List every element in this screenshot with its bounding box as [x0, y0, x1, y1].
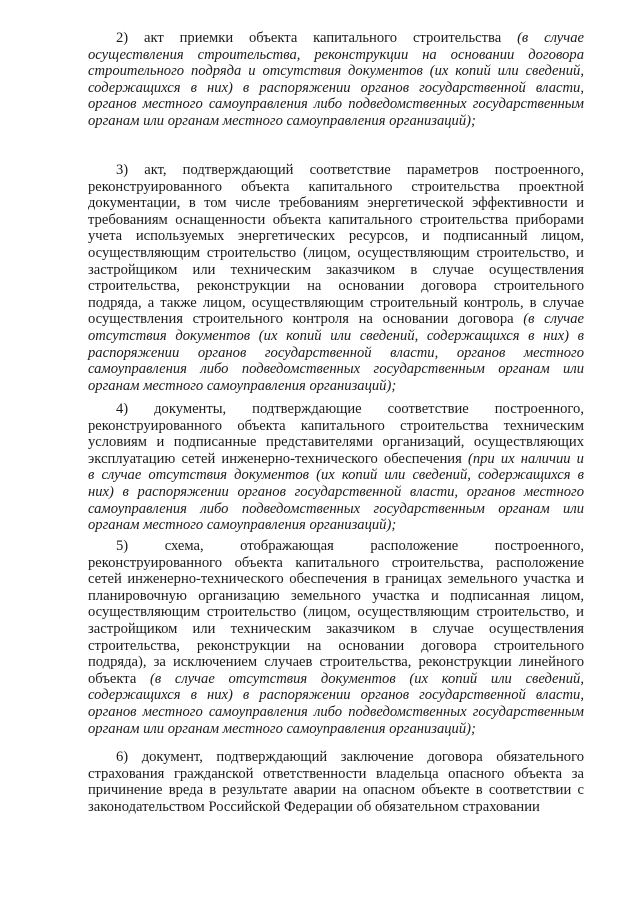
text-line [88, 311, 584, 328]
text-line [88, 766, 584, 783]
text: объекта [88, 670, 151, 687]
text-line [88, 418, 584, 435]
text-line [88, 212, 584, 229]
text-line [88, 63, 584, 80]
italic-text: органам местного самоуправления организаций); [88, 517, 397, 534]
text-line [88, 571, 584, 588]
text-line [88, 517, 584, 534]
text: документации, в том числе требованиям энергетической эффективности и [88, 195, 584, 212]
text: осуществляющим строительство (лицом, осуществляющим строительство, и [88, 604, 584, 621]
text-line [116, 30, 584, 47]
text: реконструированного объекта капитального строительства проектной [88, 178, 584, 195]
text-line [88, 588, 584, 605]
text-line [88, 96, 584, 113]
italic-text: строительного подряда и отсутствия документов (их копий или сведений, [88, 63, 584, 80]
text-line [88, 467, 584, 484]
text-line [88, 113, 584, 130]
text-line [88, 295, 584, 312]
text-line [88, 799, 584, 816]
text-line [88, 345, 584, 362]
italic-text: органам или органам местного самоуправления организаций); [88, 720, 476, 737]
italic-text: осуществления строительства, реконструкции на основании договора [88, 46, 584, 63]
text: осуществления строительного контроля на основании договора [88, 311, 524, 328]
text-line [88, 262, 584, 279]
text: 2) акт приемки объекта капитального строительства [116, 30, 518, 46]
text-line [88, 328, 584, 345]
text-line [88, 501, 584, 518]
italic-text: (в случае [517, 30, 584, 46]
italic-text: органов местного самоуправления либо подведомственных государственным [88, 96, 584, 113]
text: требованиям оснащенности объекта капитального строительства приборами [88, 211, 584, 228]
text: планировочную организацию земельного участка и подписанная лицом, [88, 587, 584, 604]
text-line [88, 179, 584, 196]
text: 6) документ, подтверждающий заключение договора обязательного [116, 749, 584, 765]
text-line [88, 621, 584, 638]
text-line [88, 195, 584, 212]
text: 3) акт, подтверждающий соответствие параметров построенного, [116, 162, 584, 178]
text: условиям и подписанные представителями организаций, осуществляющих [88, 434, 584, 451]
text-line [88, 782, 584, 799]
text: 4) документы, подтверждающие соответствие построенного, [116, 401, 584, 417]
text-line [88, 604, 584, 621]
text-line [88, 638, 584, 655]
text: реконструированного объекта капитального строительства, расположение [88, 554, 584, 571]
text-line [88, 687, 584, 704]
italic-text: (в случае отсутствия документов (их копий или сведений, [150, 670, 585, 687]
text: застройщиком или техническим заказчиком в случае осуществления [88, 261, 584, 278]
text-line [88, 671, 584, 688]
text: реконструированного объекта капитального строительства техническим [88, 417, 584, 434]
italic-text: (в случае [523, 311, 584, 328]
text: строительства, реконструкции на основании договора строительного [88, 637, 584, 654]
text-line [88, 555, 584, 572]
text: эксплуатацию сетей инженерно-технического обеспечения [88, 450, 468, 467]
text: застройщиком или техническим заказчиком в случае осуществления [88, 621, 584, 637]
italic-text: в случае отсутствия документов (их копий или сведений, содержащихся в [88, 467, 584, 484]
text-line [88, 378, 584, 395]
text-line [88, 721, 584, 738]
text: учета используемых энергетических ресурсов, и подписанный лицом, [88, 228, 584, 245]
italic-text: содержащихся в них) в распоряжении органов государственной власти, [88, 687, 584, 704]
italic-text: самоуправления либо подведомственных государственным органам или [88, 361, 584, 378]
text: 5) схема, отображающая расположение построенного, [116, 538, 584, 554]
text-line [88, 451, 584, 468]
text-line [88, 361, 584, 378]
text-line [88, 228, 584, 245]
italic-text: органам или органам местного самоуправления организаций); [88, 113, 476, 129]
text: законодательством Российской Федерации об обязательном страховании [88, 798, 540, 815]
text: страхования гражданской ответственности владельца опасного объекта за [88, 765, 584, 782]
text-line [88, 278, 584, 295]
italic-text: органов местного самоуправления либо подведомственных государственным [88, 704, 584, 720]
text: сетей инженерно-технического обеспечения в границах земельного участка и [88, 571, 584, 588]
text-line [88, 47, 584, 64]
text-line [88, 704, 584, 721]
text: подряда), за исключением случаев строительства, реконструкции линейного [88, 654, 584, 671]
italic-text: распоряжении органов государственной власти, органов местного [88, 344, 584, 361]
italic-text: них) в распоряжении органов государственной власти, органов местного [88, 484, 584, 500]
text-line [88, 245, 584, 262]
italic-text: отсутствия документов (их копий или сведений, содержащихся в них) в [88, 328, 584, 344]
text: подряда, а также лицом, осуществляющим строительный контроль, в случае [88, 294, 584, 311]
text-line [88, 484, 584, 501]
text-line [88, 80, 584, 97]
italic-text: самоуправления либо подведомственных государственным органам или [88, 500, 584, 517]
text-line [116, 401, 584, 418]
text: причинение вреда в результате аварии на опасном объекте в соответствии с [88, 782, 584, 799]
italic-text: содержащихся в них) в распоряжении органов государственной власти, [88, 79, 584, 96]
text: строительства, реконструкции на основании договора строительного [88, 278, 584, 295]
italic-text: органам местного самоуправления организаций); [88, 377, 397, 394]
text: осуществляющим строительство (лицом, осуществляющим строительство, и [88, 245, 584, 261]
text-line [116, 538, 584, 555]
text-line [88, 434, 584, 451]
text-line [116, 162, 584, 179]
text-line [88, 654, 584, 671]
text-line [116, 749, 584, 766]
italic-text: (при их наличии и [467, 450, 584, 467]
